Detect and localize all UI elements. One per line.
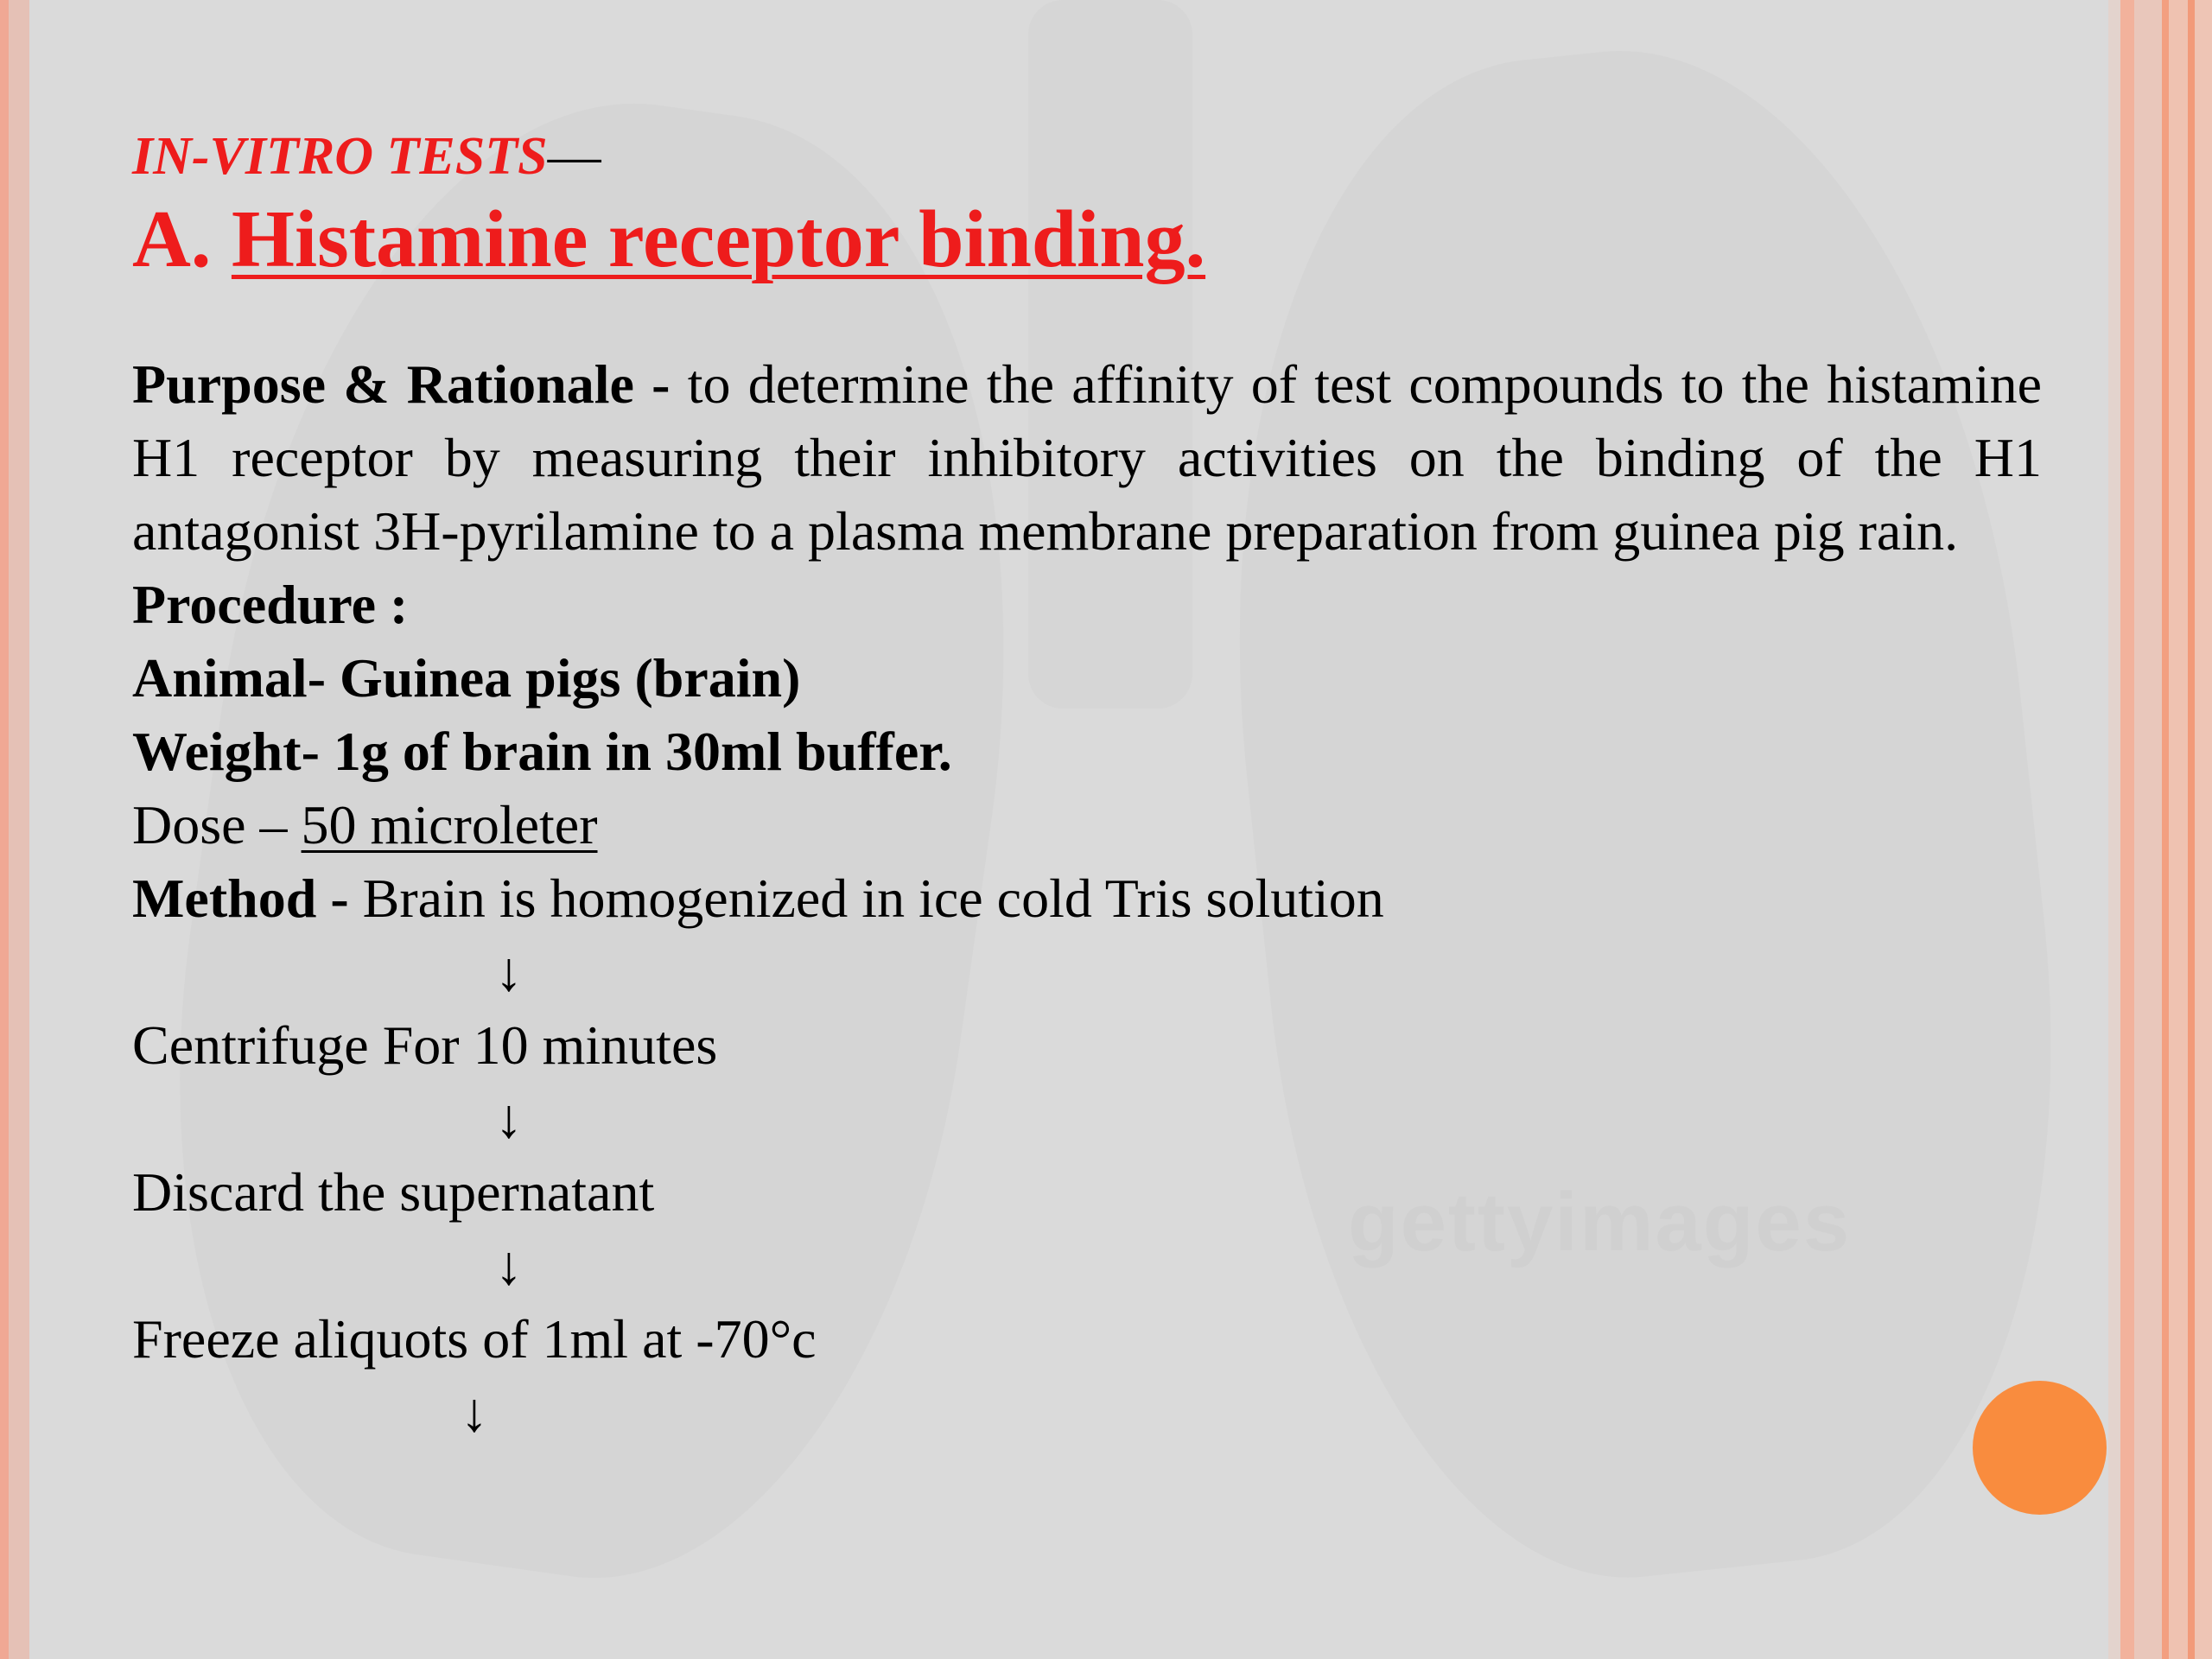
purpose-text: to determine the affinity of test compounds to the histamine H1 receptor by measuring their inhibitory activities on the binding of the H1 antagonist 3H-pyrilamine to a plasma membrane preparation from guinea pig rain. [132,353,2043,562]
method-label: Method - [132,868,363,929]
animal-line: Animal- Guinea pigs (brain) [132,647,801,709]
purpose-label: Purpose & Rationale - [132,353,688,415]
down-arrow-icon: ↓ [461,1382,488,1443]
method-step-4: Freeze aliquots of 1ml at -70°c [132,1308,817,1370]
down-arrow-icon: ↓ [495,1088,523,1149]
procedure-label: Procedure : [132,574,409,635]
right-border-stripes [2108,0,2212,1659]
weight-line: Weight- 1g of brain in 30ml buffer. [132,721,952,782]
dose-value: 50 microleter [301,794,598,855]
section-tag-label: IN-VITRO TESTS [132,127,548,186]
left-border-stripe [0,0,29,1659]
down-arrow-icon: ↓ [495,1235,523,1296]
section-tag-dash: — [547,127,601,186]
dose-line [132,788,2042,861]
dose-label: Dose – [132,794,302,855]
down-arrow-icon: ↓ [495,941,523,1002]
method-line [132,861,2042,935]
slide-heading [132,192,2042,287]
heading-title: Histamine receptor binding. [231,194,1206,284]
purpose-paragraph [132,347,2042,568]
method-step-3: Discard the supernatant [132,1161,655,1223]
method-step-2: Centrifuge For 10 minutes [132,1014,718,1076]
section-tag [132,121,2042,192]
heading-prefix: A. [132,194,232,284]
method-step-1: Brain is homogenized in ice cold Tris solution [362,868,1384,929]
watermark: gettyimages [1348,1176,1852,1268]
slide-content [132,121,2042,1449]
